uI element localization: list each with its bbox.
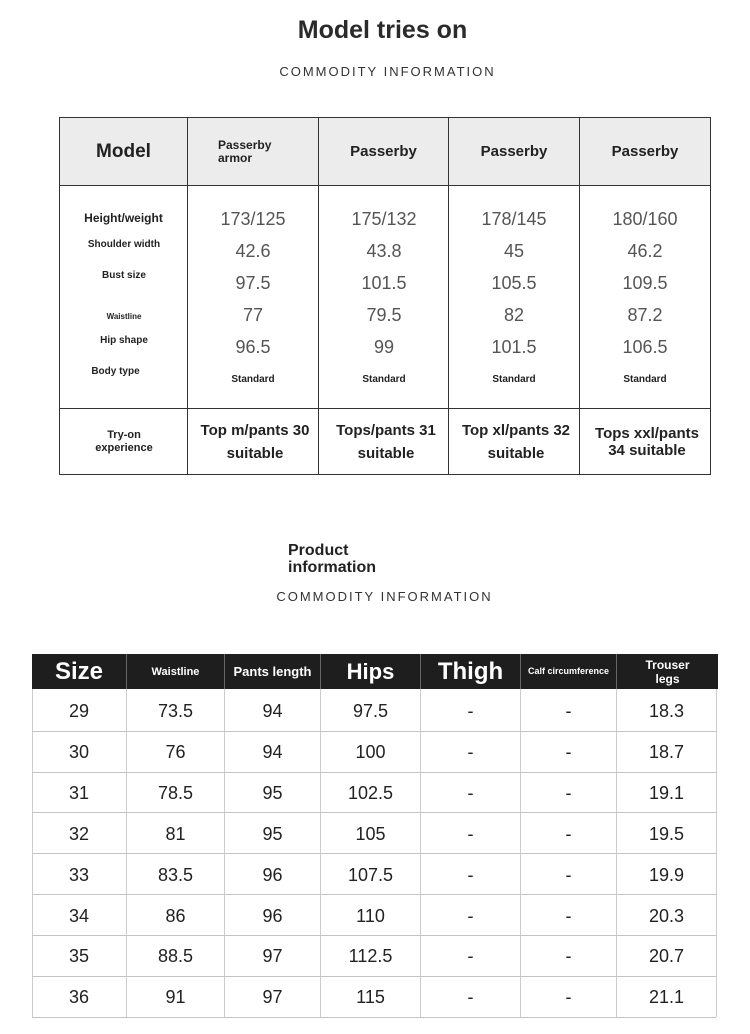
size-header: Pants length (225, 654, 320, 689)
size-cell: 21.1 (648, 987, 685, 1008)
size-header: Hips (321, 654, 420, 689)
model-body: Standard (231, 374, 275, 385)
size-cell: 110 (356, 905, 385, 926)
size-cell: 97 (262, 987, 283, 1008)
size-cell: 33 (68, 864, 90, 885)
size-cell: 97 (262, 946, 283, 967)
model-height-weight: 180/160 (612, 209, 678, 229)
row-label-waistline: Waistline (106, 312, 142, 321)
size-cell: 94 (262, 701, 283, 721)
size-cell: - (565, 864, 572, 885)
size-cell: - (467, 741, 474, 762)
model-name: Passerby (350, 143, 417, 160)
size-cell: 88.5 (157, 946, 194, 967)
size-cell: 18.3 (648, 701, 685, 721)
model-tryon: Tops xxl/pants 34 suitable (595, 425, 699, 459)
size-cell: 96 (262, 864, 283, 885)
size-cell: - (467, 987, 474, 1008)
model-shoulder: 42.6 (235, 241, 271, 261)
size-header: Size (32, 654, 126, 689)
size-cell: 112.5 (348, 946, 393, 967)
size-cell: 36 (68, 987, 90, 1008)
size-cell: 78.5 (157, 782, 194, 803)
size-cell: 95 (262, 823, 283, 844)
model-waist: 82 (503, 305, 525, 325)
model-hip: 101.5 (491, 337, 537, 357)
size-cell: 20.7 (648, 946, 685, 967)
size-cell: - (565, 905, 572, 926)
row-label-body: Body type (91, 366, 140, 377)
size-cell: 35 (68, 946, 90, 967)
model-height-weight: 175/132 (351, 209, 417, 229)
size-header: Calf circumference (521, 654, 616, 689)
size-cell: - (565, 741, 572, 762)
model-body: Standard (362, 374, 406, 385)
model-hip: 106.5 (622, 337, 668, 357)
model-tryon: Tops/pants 31 suitable (336, 422, 436, 462)
size-cell: 19.1 (648, 782, 685, 803)
model-body: Standard (623, 374, 667, 385)
row-label-bust: Bust size (102, 270, 146, 281)
size-cell: - (467, 701, 474, 721)
size-cell: 86 (165, 905, 186, 926)
model-height-weight: 178/145 (481, 209, 547, 229)
section-title-product: Product information (288, 542, 376, 576)
size-cell: 19.5 (648, 823, 685, 844)
section-subtitle-model: COMMODITY INFORMATION (279, 64, 496, 79)
size-cell: 73.5 (157, 701, 194, 721)
size-header: Thigh (421, 654, 520, 689)
section-subtitle-product: COMMODITY INFORMATION (276, 589, 493, 604)
model-tryon: Top m/pants 30 suitable (200, 422, 310, 462)
size-cell: 81 (165, 823, 186, 844)
model-hip: 99 (373, 337, 395, 357)
model-bust: 101.5 (361, 273, 407, 293)
size-cell: 100 (355, 741, 386, 762)
size-cell: 96 (262, 905, 283, 926)
size-cell: - (467, 905, 474, 926)
size-header: Waistline (127, 654, 224, 689)
row-label-hip: Hip shape (100, 335, 148, 346)
size-cell: - (467, 823, 474, 844)
size-cell: - (565, 782, 572, 803)
model-name: Passerby (611, 143, 679, 160)
model-waist: 79.5 (366, 305, 402, 325)
model-table (59, 117, 711, 475)
model-shoulder: 43.8 (366, 241, 402, 261)
size-cell: 91 (165, 987, 186, 1008)
size-cell: 95 (262, 782, 283, 803)
section-title-model: Model tries on (297, 16, 468, 44)
size-cell: - (467, 864, 474, 885)
model-shoulder: 46.2 (627, 241, 663, 261)
model-bust: 109.5 (622, 273, 668, 293)
model-hip: 96.5 (235, 337, 271, 357)
model-waist: 77 (242, 305, 264, 325)
size-cell: 115 (356, 987, 385, 1008)
size-cell: 94 (262, 741, 283, 762)
size-cell: 32 (68, 823, 90, 844)
model-name: Passerby (480, 143, 548, 160)
size-cell: 34 (68, 905, 90, 926)
size-cell: 19.9 (648, 864, 685, 885)
model-shoulder: 45 (503, 241, 525, 261)
size-table (32, 654, 718, 1018)
size-cell: 29 (68, 701, 90, 721)
size-cell: - (467, 946, 474, 967)
row-label-tryon: Try-on experience (95, 429, 153, 454)
size-cell: 20.3 (648, 905, 685, 926)
row-label-height-weight: Height/weight (84, 211, 163, 225)
model-height-weight: 173/125 (220, 209, 286, 229)
size-cell: - (565, 823, 572, 844)
model-tryon: Top xl/pants 32 suitable (461, 422, 571, 462)
model-name: Passerby armor (218, 137, 272, 165)
size-header: Trouser legs (617, 654, 718, 689)
model-waist: 87.2 (627, 305, 663, 325)
size-cell: - (467, 782, 474, 803)
size-cell: 30 (68, 741, 90, 762)
size-cell: 102.5 (347, 782, 394, 803)
size-cell: 107.5 (347, 864, 394, 885)
size-cell: 97.5 (352, 701, 389, 721)
model-body: Standard (492, 374, 536, 385)
model-header-label: Model (96, 140, 151, 162)
size-cell: - (565, 701, 572, 721)
model-bust: 97.5 (235, 273, 271, 293)
size-cell: 18.7 (648, 741, 685, 762)
row-label-shoulder: Shoulder width (87, 239, 161, 250)
size-cell: - (565, 987, 572, 1008)
size-cell: - (565, 946, 572, 967)
size-cell: 76 (165, 741, 186, 762)
size-cell: 83.5 (157, 864, 194, 885)
model-bust: 105.5 (491, 273, 537, 293)
size-cell: 31 (68, 782, 90, 803)
size-cell: 105 (355, 823, 386, 844)
